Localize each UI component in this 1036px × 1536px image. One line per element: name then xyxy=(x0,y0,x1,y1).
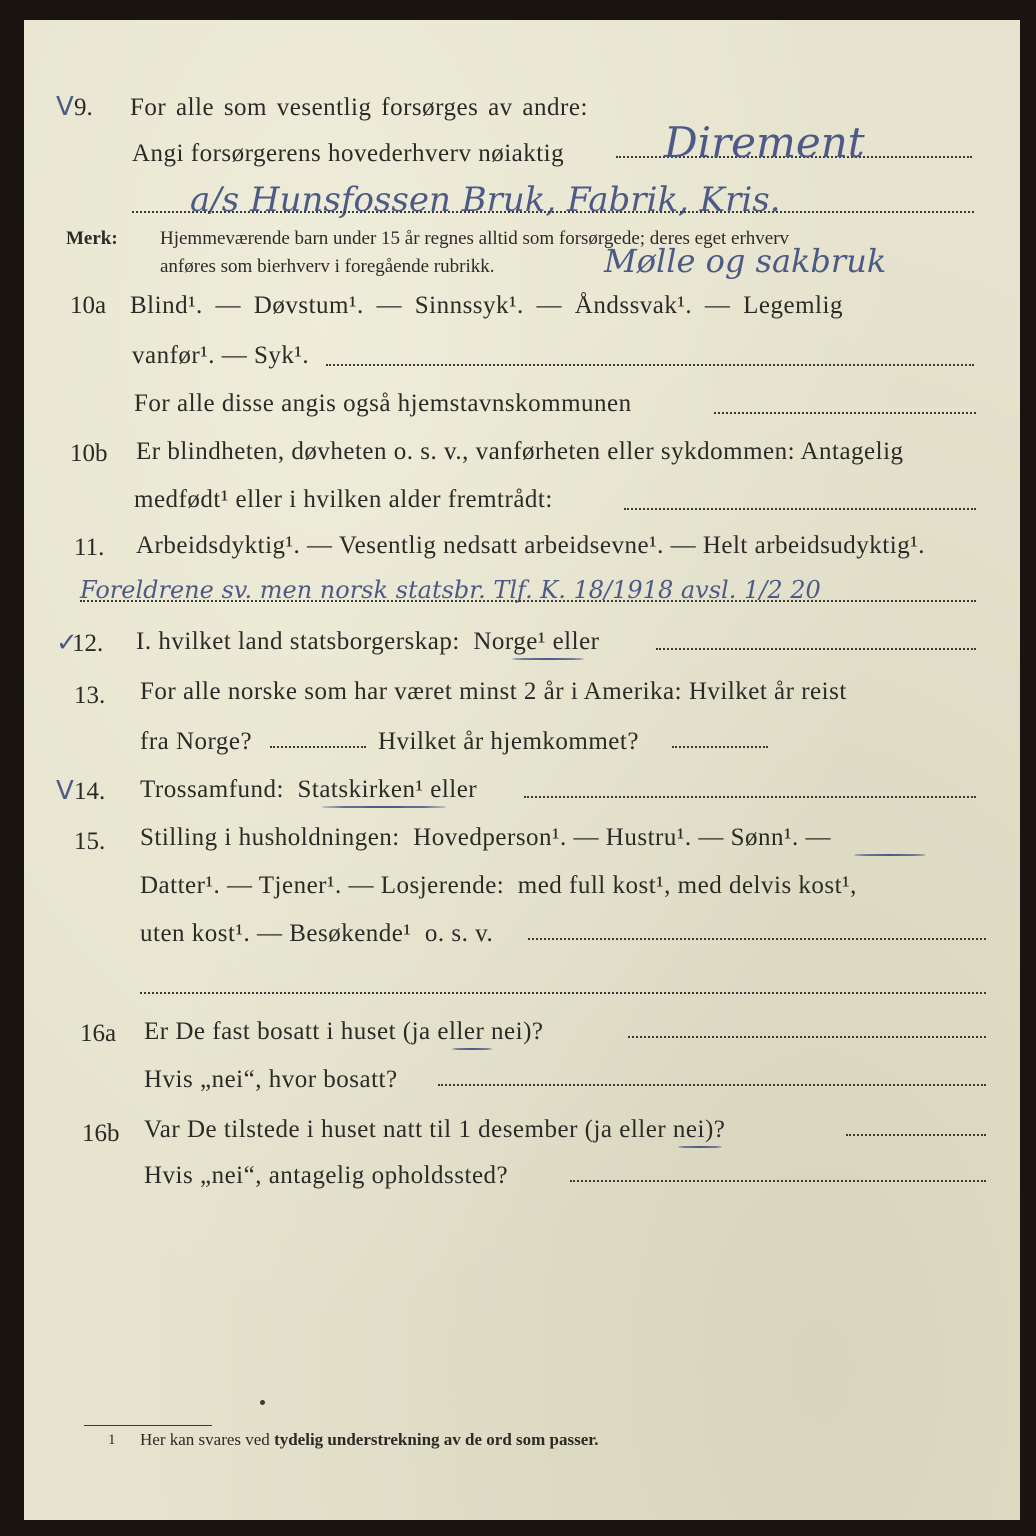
merk-line1: Hjemmeværende barn under 15 år regnes alltid som forsørgede; deres eget erhverv xyxy=(160,228,790,249)
check-mark-icon: V xyxy=(56,776,74,806)
q13-line2a: fra Norge? xyxy=(140,728,253,755)
q9-line2: Angi forsørgerens hovederhverv nøiaktig xyxy=(132,140,565,167)
q11-handwritten-note: Foreldrene sv. men norsk statsbr. Tlf. K. 18/1918 avsl. 1/2 20 xyxy=(80,576,821,604)
q10a-line3: For alle disse angis også hjemstavnskommunen xyxy=(134,390,632,417)
q9-handwritten-occupation: Direment xyxy=(664,118,865,167)
q9-answer-line-2 xyxy=(132,211,974,213)
q10a-number: 10a xyxy=(70,292,107,319)
q9-number: 9. xyxy=(74,94,93,121)
q15-number: 15. xyxy=(74,828,106,855)
q13-line1: For alle norske som har været minst 2 år i Amerika: Hvilket år reist xyxy=(140,678,847,705)
q15-answer-line xyxy=(528,938,986,940)
footnote-rule xyxy=(84,1425,212,1426)
q10b-line2: medfødt¹ eller i hvilken alder fremtrådt: xyxy=(134,486,553,513)
q16b-whereabouts-line xyxy=(570,1180,986,1182)
merk-line2: anføres som bierhverv i foregående rubrikk. xyxy=(160,256,495,277)
q12-number: 12. xyxy=(72,630,104,657)
q10a-answer-line xyxy=(326,364,974,366)
footnote-text-plain: Her kan svares ved xyxy=(140,1430,275,1449)
q15-line2: Datter¹. — Tjener¹. — Losjerende: med full kost¹, med delvis kost¹, xyxy=(140,872,857,899)
q9-handwritten-employer: a/s Hunsfossen Bruk, Fabrik, Kris. xyxy=(190,180,781,220)
q11-answer-line xyxy=(80,600,976,602)
q12-answer-line xyxy=(656,648,976,650)
footnote-mark: 1 xyxy=(108,1432,116,1448)
q16b-answer-line xyxy=(846,1134,986,1136)
q10b-line1: Er blindheten, døvheten o. s. v., vanførheten eller sykdommen: Antagelig xyxy=(136,438,904,465)
footnote-text-bold: tydelig understrekning av de ord som passer. xyxy=(274,1430,599,1449)
q11-number: 11. xyxy=(74,534,105,561)
q14-line1: Trossamfund: Statskirken¹ eller xyxy=(140,776,478,803)
q10a-hometown-line xyxy=(714,412,976,414)
q16a-number: 16a xyxy=(80,1020,117,1047)
q13-number: 13. xyxy=(74,682,106,709)
q14-answer-line xyxy=(524,796,976,798)
q16a-line2: Hvis „nei“, hvor bosatt? xyxy=(144,1066,398,1093)
q11-line1: Arbeidsdyktig¹. — Vesentlig nedsatt arbeidsevne¹. — Helt arbeidsudyktig¹. xyxy=(136,532,925,559)
q16b-line2: Hvis „nei“, antagelig opholdssted? xyxy=(144,1162,509,1189)
q14-number: 14. xyxy=(74,778,106,805)
ink-dot xyxy=(260,1400,265,1405)
q16b-underline-ja xyxy=(678,1146,722,1148)
q10b-number: 10b xyxy=(70,440,108,467)
check-mark-icon: ✓ xyxy=(56,628,78,658)
q16a-line1: Er De fast bosatt i huset (ja eller nei)? xyxy=(144,1018,544,1045)
q16a-underline-ja xyxy=(452,1048,492,1050)
q12-line1: I. hvilket land statsborgerskap: Norge¹ eller xyxy=(136,628,600,655)
q15-answer-line-2 xyxy=(140,992,986,994)
q13-year-left-line xyxy=(270,746,366,748)
q16b-number: 16b xyxy=(82,1120,120,1147)
merk-label: Merk: xyxy=(66,228,118,249)
footnote-text xyxy=(140,1430,599,1450)
q10b-answer-line xyxy=(624,508,976,510)
q16a-answer-line xyxy=(628,1036,986,1038)
census-form-page xyxy=(24,20,1020,1520)
q14-underline-statskirken xyxy=(322,806,446,808)
q9-line1: For alle som vesentlig forsørges av andre: xyxy=(130,94,588,121)
q16a-residence-line xyxy=(438,1084,986,1086)
q10a-line2: vanfør¹. — Syk¹. xyxy=(132,342,310,369)
q10a-line1: Blind¹. — Døvstum¹. — Sinnssyk¹. — Åndssvak¹. — Legemlig xyxy=(130,292,843,319)
q16b-line1: Var De tilstede i huset natt til 1 desember (ja eller nei)? xyxy=(144,1116,726,1143)
q15-line1: Stilling i husholdningen: Hovedperson¹. — Hustru¹. — Sønn¹. — xyxy=(140,824,831,851)
q13-year-returned-line xyxy=(672,746,768,748)
check-mark-icon: V xyxy=(56,92,74,122)
q15-line3: uten kost¹. — Besøkende¹ o. s. v. xyxy=(140,920,494,947)
q15-underline-sonn xyxy=(854,854,926,856)
q13-line2b: Hvilket år hjemkommet? xyxy=(378,728,639,755)
q12-underline-norge xyxy=(512,658,584,660)
q9-handwritten-bierhverv: Mølle og sakbruk xyxy=(604,242,887,280)
